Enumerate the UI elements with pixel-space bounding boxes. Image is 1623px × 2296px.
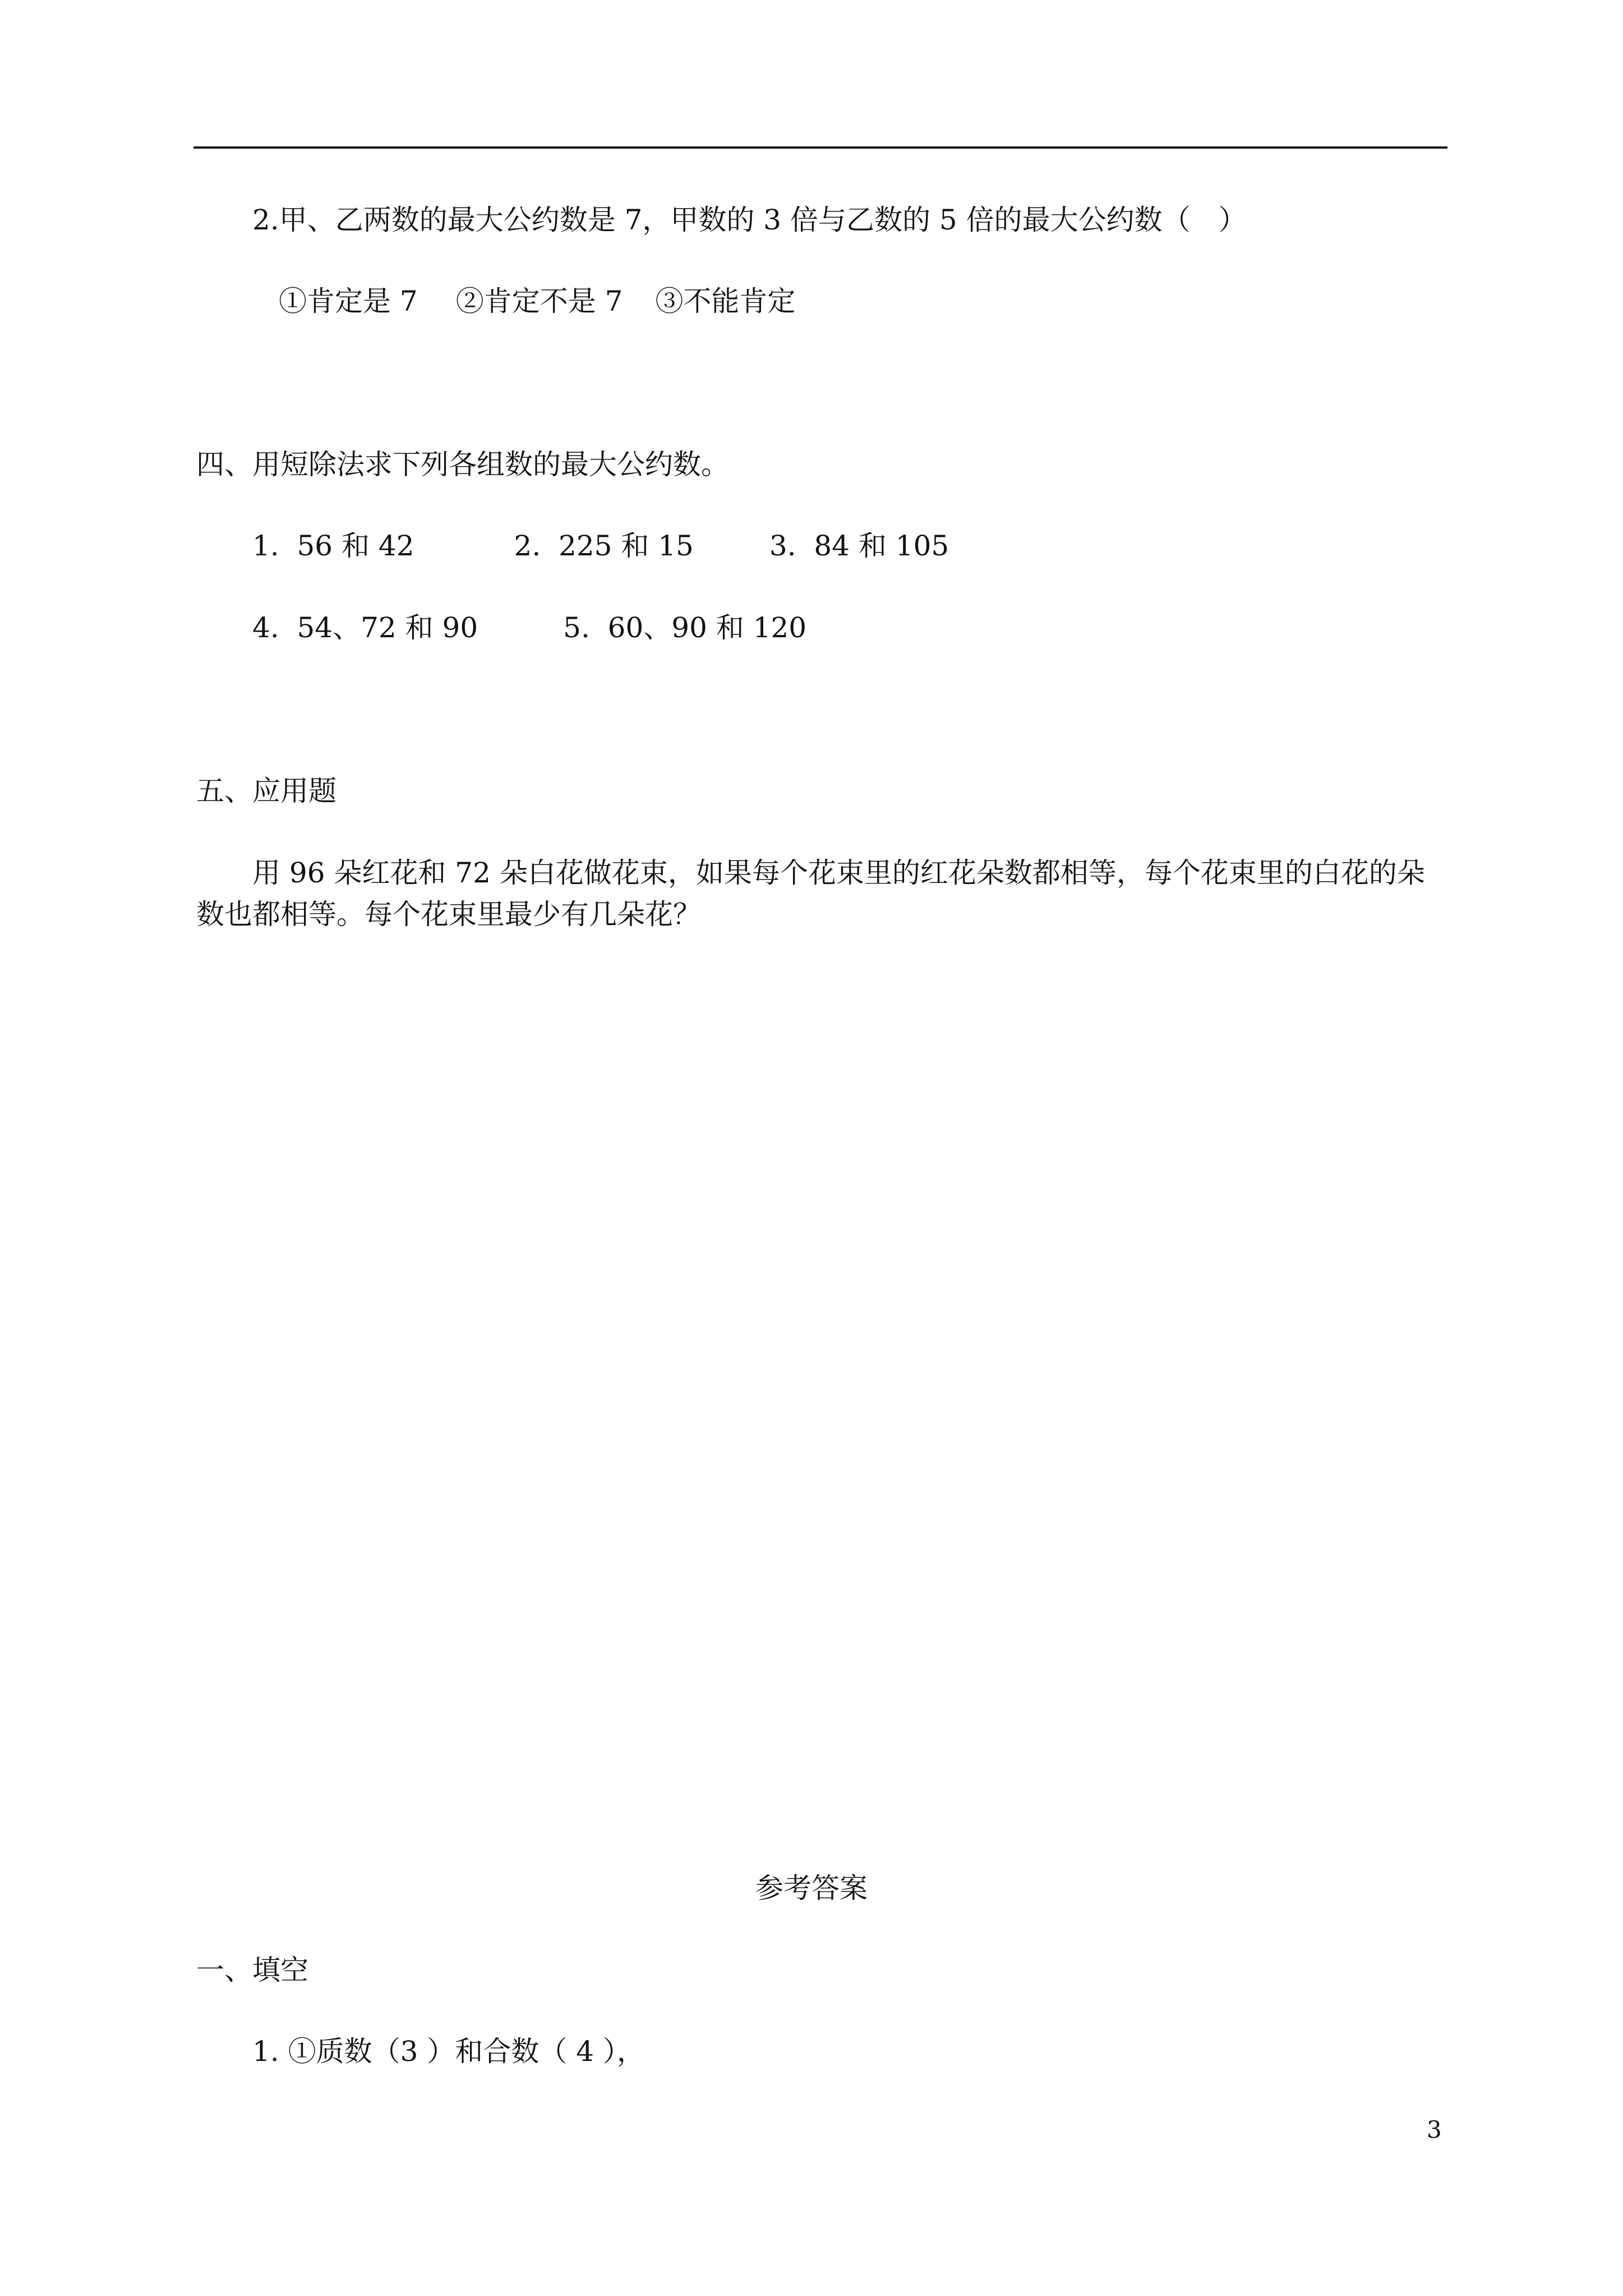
- answers-title: 参考答案: [755, 1872, 868, 1904]
- exercise-5: 5. 60、90 和 120: [563, 611, 807, 644]
- option-list: [279, 284, 795, 318]
- exercise-row-2: [252, 611, 806, 645]
- exercise-4: 4. 54、72 和 90: [252, 611, 478, 644]
- exercise-2: 2. 225 和 15: [514, 530, 694, 562]
- exercise-3: 3. 84 和 105: [769, 530, 949, 562]
- option-2: ②肯定不是 7: [455, 285, 623, 318]
- page-number: 3: [1427, 2116, 1442, 2143]
- word-problem-line-2: 数也都相等。每个花束里最少有几朵花？: [196, 898, 701, 931]
- header-rule: [193, 146, 1447, 149]
- question-stem: 2.甲、乙两数的最大公约数是 7，甲数的 3 倍与乙数的 5 倍的最大公约数（ ）: [252, 204, 1247, 236]
- word-problem-line-1: 用 96 朵红花和 72 朵白花做花束，如果每个花束里的红花朵数都相等，每个花束里的白花的朵: [252, 857, 1425, 889]
- section-5-title: 五、应用题: [196, 775, 336, 807]
- option-1: ①肯定是 7: [279, 285, 418, 318]
- answer-item-1: 1. ①质数（3 ）和合数（ 4 ），: [252, 2035, 645, 2068]
- option-3: ③不能肯定: [655, 285, 796, 318]
- section-4-title: 四、用短除法求下列各组数的最大公约数。: [196, 448, 729, 481]
- exercise-1: 1. 56 和 42: [252, 530, 414, 562]
- exercise-row-1: [252, 529, 949, 563]
- answers-section-1-title: 一、填空: [196, 1954, 308, 1986]
